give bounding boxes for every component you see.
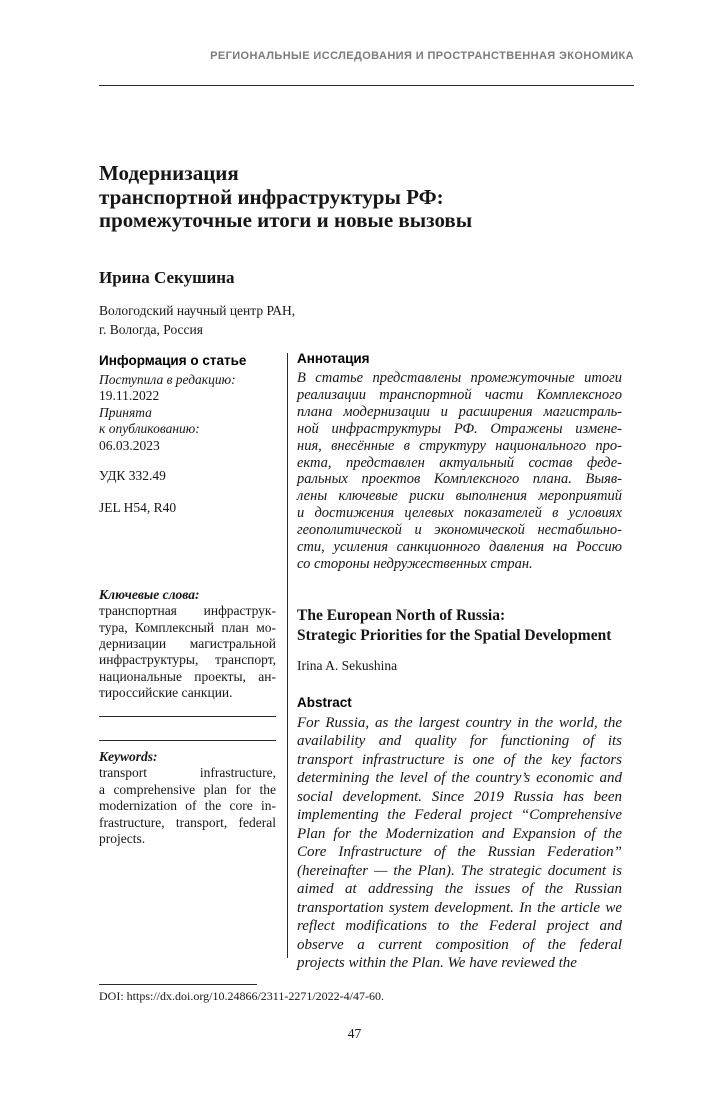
- page-number: 47: [347, 1026, 362, 1041]
- jel-codes: JEL H54, R40: [99, 500, 177, 516]
- article-info-heading: Информация о статье: [99, 353, 247, 368]
- annotation-ru-text: В статье представлены промежуточные итоги реализации транспортной части Комплексного плана модернизации и расширения магистраль- ной инфраструктуры РФ. Отражены измене- ния, внесённые в структуру национального про- екта, представлен актуальный состав феде- ральных проектов Комплексного плана. Выяв- лены ключевые риски выполнения мероприятий и достижения целевых показателей в условиях геополитической и экономической нестабильно- сти, усиления санкционного давления на Россию со стороны недружественных стран.: [297, 370, 622, 572]
- author-affiliation: Вологодский научный центр РАН, г. Вологда, Россия: [99, 303, 296, 337]
- doi-text: DOI: https://dx.doi.org/10.24866/2311-2271/2022-4/47-60.: [99, 989, 384, 1003]
- keywords-ru-label: Ключевые слова:: [99, 586, 200, 602]
- udk-code: УДК 332.49: [99, 468, 166, 484]
- abstract-column: [297, 350, 622, 973]
- keywords-en-text: transport infrastructure, a comprehensive plan for the modernization of the core in- frastructure, transport, federal projects.: [99, 765, 276, 847]
- column-divider-rule: [287, 353, 288, 958]
- article-info-column: [99, 352, 276, 848]
- keywords-separator-rule-bottom: [99, 740, 276, 741]
- abstract-en-text: For Russia, as the largest country in the world, the availability and quality for functioning of its transport infrastructure is one of the key factors determining the level of the country’s economic and social development. Since 2019 Russia has been implementing the Federal project “Comprehensive Plan for the Modernization and Expansion of the Core Infrastructure of the Russian Federation” (hereinafter — the Plan). The strategic document is aimed at addressing the issues of the Russian transportation system development. In the article we reflect modifications to the Federal project and observe a current composition of the federal projects within the Plan. We have reviewed the: [297, 714, 622, 972]
- abstract-en-heading: Abstract: [297, 694, 352, 710]
- accepted-label-line2: к опубликованию:: [99, 421, 200, 437]
- received-date: 19.11.2022: [99, 388, 160, 404]
- journal-header-title: РЕГИОНАЛЬНЫЕ ИССЛЕДОВАНИЯ И ПРОСТРАНСТВЕННАЯ ЭКОНОМИКА: [210, 50, 634, 62]
- received-label: Поступила в редакцию:: [99, 372, 236, 387]
- keywords-separator-rule-top: [99, 716, 276, 717]
- accepted-date: 06.03.2023: [99, 437, 160, 453]
- annotation-ru-heading: Аннотация: [297, 351, 370, 366]
- keywords-ru-text: транспортная инфраструк- тура, Комплексный план мо- дернизации магистральной инфраструктуры, транспорт, национальные проекты, ан- тироссийские санкции.: [99, 603, 276, 701]
- keywords-en-label: Keywords:: [99, 749, 158, 765]
- header-divider-rule: [99, 85, 634, 86]
- author-name-en: Irina A. Sekushina: [297, 657, 398, 673]
- author-name-ru: Ирина Секушина: [99, 268, 235, 287]
- article-title-ru: Модернизация транспортной инфраструктуры РФ: промежуточные итоги и новые вызовы: [99, 161, 473, 232]
- article-title-en: The European North of Russia: Strategic Priorities for the Spatial Development: [297, 606, 612, 645]
- accepted-label-line1: Принята: [99, 404, 152, 420]
- footnote-rule: [99, 984, 257, 985]
